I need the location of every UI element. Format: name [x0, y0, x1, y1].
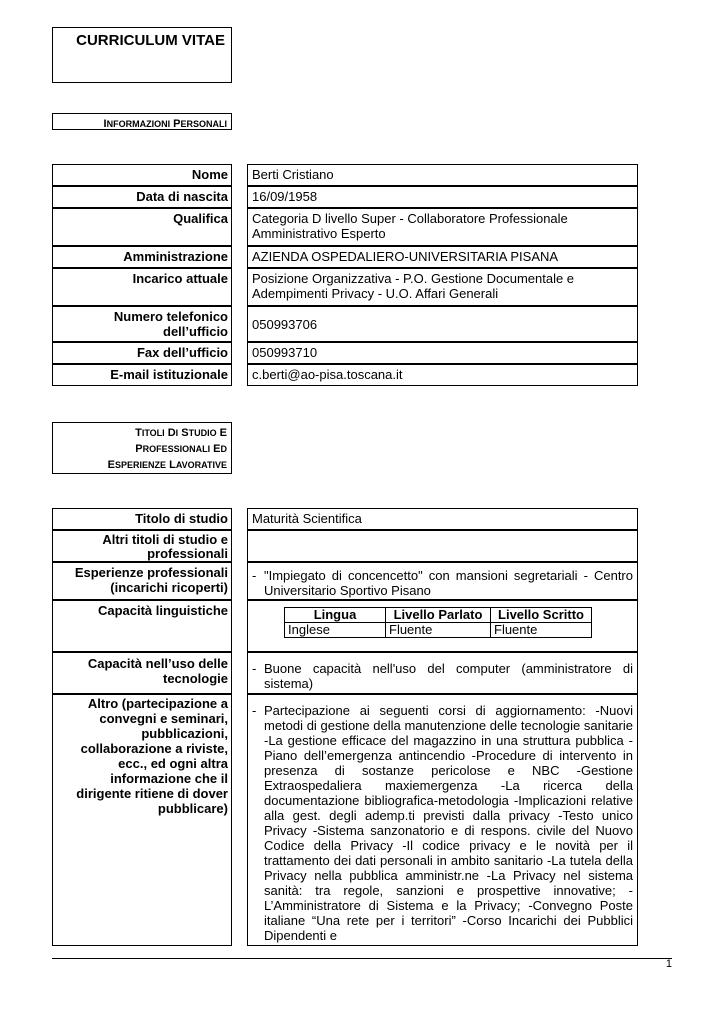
value-tecnologie: Buone capacità nell'uso del computer (amministratore di sistema) [264, 661, 633, 691]
header-lingua: Lingua [285, 608, 386, 623]
label-titolo: Titolo di studio [52, 508, 232, 530]
label-nome: Nome [52, 164, 232, 186]
label-amministrazione: Amministrazione [52, 246, 232, 268]
value-altro-cell [247, 694, 638, 946]
cell-lingua: Inglese [285, 623, 386, 638]
cell-parlato: Fluente [386, 623, 491, 638]
label-data-nascita: Data di nascita [52, 186, 232, 208]
section-titles-line3: ESPERIENZE LAVORATIVE [107, 459, 227, 471]
label-altri-titoli: Altri titoli di studio e professionali [52, 530, 232, 562]
section-personal-heading: INFORMAZIONI PERSONALI [103, 118, 227, 130]
label-email: E-mail istituzionale [52, 364, 232, 386]
title-box [52, 27, 232, 83]
value-altro: Partecipazione ai seguenti corsi di aggiornamento: -Nuovi metodi di gestione della manutenzione delle tecnologie sanitarie -La gestione efficace del magazzino in una struttura pubblica -Piano dell’emergenza antincendio -Procedure di intervento in presenza di sostanze pericolose e NBC -Gestione Extraospedaliera maxiemergenza -La ricerca della documentazione bibliografica-metodologia -Implicazioni relative alla gest. degli ademp.ti previsti dalla privacy -Testo unico Privacy -Sistema sanzonatorio e di respons. civile del Nuovo Codice della Privacy -Il codice privacy e le novità per il trattamento dei dati personali in ambito sanitario -La tutela della Privacy nella pubblica amministr.ne -La Privacy nel sistema sanità: tra regole, sanzioni e prospettive innovative; -L’Amministratore di Sistema e la Privacy; -Convegno Poste italiane “Una rete per i territori” -Corso Incarichi dei Pubblici Dipendenti e [264, 703, 633, 943]
label-incarico: Incarico attuale [52, 268, 232, 306]
value-tecnologie-cell [247, 652, 638, 694]
table-row [285, 623, 592, 638]
label-lingue: Capacità linguistiche [52, 600, 232, 652]
header-parlato: Livello Parlato [386, 608, 491, 623]
cell-scritto: Fluente [491, 623, 592, 638]
value-altri-titoli [247, 530, 638, 562]
section-personal-info [52, 113, 232, 130]
value-telefono: 050993706 [247, 306, 638, 342]
language-table-header [285, 608, 592, 623]
value-nome: Berti Cristiano [247, 164, 638, 186]
section-titles [52, 422, 232, 474]
bullet-dash: - [252, 568, 257, 583]
value-email: c.berti@ao-pisa.toscana.it [247, 364, 638, 386]
label-qualifica: Qualifica [52, 208, 232, 246]
value-lingue-cell [247, 600, 638, 652]
bullet-dash: - [252, 661, 257, 676]
language-table [284, 607, 592, 638]
value-titolo: Maturità Scientifica [247, 508, 638, 530]
section-titles-line1: TITOLI DI STUDIO E [135, 427, 227, 439]
value-qualifica: Categoria D livello Super - Collaboratore Professionale Amministrativo Esperto [247, 208, 638, 246]
label-telefono: Numero telefonico dell’ufficio [52, 306, 232, 342]
value-data-nascita: 16/09/1958 [247, 186, 638, 208]
footer-rule [52, 958, 672, 959]
value-esperienze: "Impiegato di concencetto" con mansioni segretariali - Centro Universitario Sportivo Pisano [264, 568, 633, 598]
label-esperienze: Esperienze professionali (incarichi ricoperti) [52, 562, 232, 600]
section-titles-line2: PROFESSIONALI ED [135, 443, 227, 455]
header-scritto: Livello Scritto [491, 608, 592, 623]
label-fax: Fax dell’ufficio [52, 342, 232, 364]
page-title: CURRICULUM VITAE [76, 32, 225, 49]
value-amministrazione: AZIENDA OSPEDALIERO-UNIVERSITARIA PISANA [247, 246, 638, 268]
value-fax: 050993710 [247, 342, 638, 364]
value-esperienze-cell [247, 562, 638, 600]
label-altro: Altro (partecipazione a convegni e seminari, pubblicazioni, collaborazione a riviste, ecc., ed ogni altra informazione che il dirigente ritiene di dover pubblicare) [52, 694, 232, 946]
bullet-dash: - [252, 703, 257, 718]
page-number: 1 [665, 958, 672, 970]
label-tecnologie: Capacità nell’uso delle tecnologie [52, 652, 232, 694]
value-incarico: Posizione Organizzativa - P.O. Gestione Documentale e Adempimenti Privacy - U.O. Affari Generali [247, 268, 638, 306]
